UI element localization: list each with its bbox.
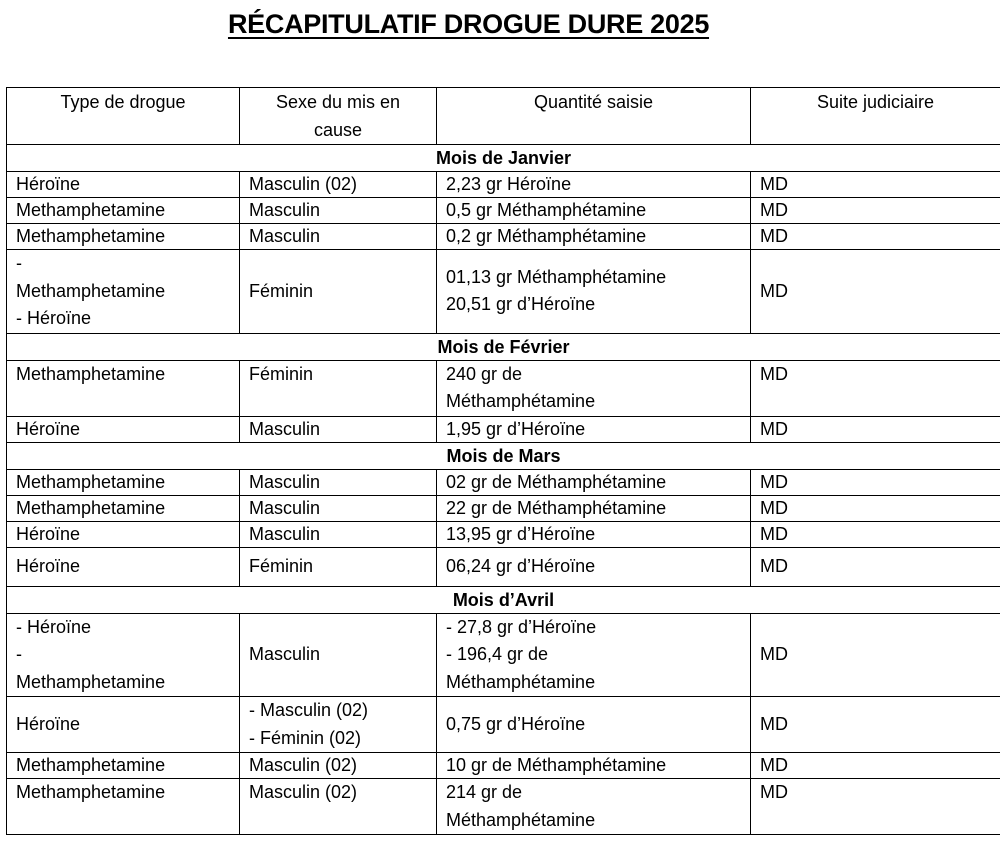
cell-quantite-line: 01,13 gr Méthamphétamine bbox=[446, 266, 667, 287]
header-type: Type de drogue bbox=[7, 88, 240, 145]
cell-sexe-line: Masculin (02) bbox=[249, 174, 358, 194]
month-row-fevrier bbox=[7, 333, 1000, 360]
cell-suite: MD bbox=[751, 779, 1000, 835]
cell-type bbox=[7, 224, 240, 250]
cell-sexe bbox=[240, 613, 437, 697]
cell-type bbox=[7, 469, 240, 495]
cell-type bbox=[7, 198, 240, 224]
cell-quantite-line: 13,95 gr d’Héroïne bbox=[446, 523, 596, 544]
cell-quantite bbox=[437, 613, 751, 697]
cell-type bbox=[7, 172, 240, 198]
cell-sexe bbox=[240, 697, 437, 753]
table-row bbox=[7, 613, 1000, 697]
cell-type-line: - Héroïne bbox=[16, 616, 92, 637]
table-row bbox=[7, 360, 1000, 416]
cell-quantite-line: 06,24 gr d’Héroïne bbox=[446, 556, 596, 576]
cell-quantite-line: 02 gr de Méthamphétamine bbox=[446, 471, 667, 492]
cell-quantite bbox=[437, 360, 751, 416]
cell-quantite-line: 2,23 gr Héroïne bbox=[446, 174, 572, 194]
cell-sexe bbox=[240, 416, 437, 442]
cell-quantite-line: - 196,4 gr de bbox=[446, 644, 549, 664]
header-sexe-line: Sexe du mis en bbox=[275, 92, 401, 112]
cell-type-line: - Héroïne bbox=[16, 308, 92, 328]
cell-quantite-line: 240 gr de bbox=[446, 363, 523, 384]
table-row bbox=[7, 779, 1000, 835]
cell-suite: MD bbox=[751, 172, 1000, 198]
month-row-mars bbox=[7, 442, 1000, 469]
cell-type-line: Methamphetamine bbox=[16, 671, 166, 692]
cell-sexe bbox=[240, 753, 437, 779]
cell-quantite-line: 1,95 gr d’Héroïne bbox=[446, 418, 586, 439]
cell-type bbox=[7, 495, 240, 521]
cell-sexe-line: Féminin bbox=[249, 280, 314, 301]
cell-type-line: Methamphetamine bbox=[16, 755, 166, 775]
month-label: Mois d’Avril bbox=[7, 586, 1000, 613]
cell-type-line: Methamphetamine bbox=[16, 280, 166, 301]
cell-sexe bbox=[240, 360, 437, 416]
cell-type-line: Héroïne bbox=[16, 523, 81, 544]
cell-type bbox=[7, 613, 240, 697]
cell-type bbox=[7, 521, 240, 547]
cell-type-line: Methamphetamine bbox=[16, 782, 166, 802]
cell-sexe-line: - Masculin (02) bbox=[249, 700, 369, 720]
month-label: Mois de Mars bbox=[7, 442, 1000, 469]
cell-suite: MD bbox=[751, 547, 1000, 586]
table-row bbox=[7, 224, 1000, 250]
header-quantite: Quantité saisie bbox=[437, 88, 751, 145]
cell-sexe-line: Masculin bbox=[249, 471, 321, 492]
cell-sexe-line: Masculin bbox=[249, 497, 321, 518]
cell-sexe bbox=[240, 779, 437, 835]
cell-quantite bbox=[437, 753, 751, 779]
cell-quantite-line: 20,51 gr d’Héroïne bbox=[446, 294, 596, 315]
cell-suite: MD bbox=[751, 198, 1000, 224]
cell-suite: MD bbox=[751, 360, 1000, 416]
table-row bbox=[7, 697, 1000, 753]
cell-quantite bbox=[437, 250, 751, 334]
cell-sexe bbox=[240, 495, 437, 521]
header-sexe bbox=[240, 88, 437, 145]
cell-type bbox=[7, 779, 240, 835]
cell-suite: MD bbox=[751, 224, 1000, 250]
cell-type-line: Methamphetamine bbox=[16, 200, 166, 220]
cell-sexe-line: Masculin bbox=[249, 226, 321, 246]
cell-quantite-line: 214 gr de bbox=[446, 782, 523, 802]
cell-sexe-line: - Féminin (02) bbox=[249, 727, 362, 748]
cell-quantite-line: 10 gr de Méthamphétamine bbox=[446, 755, 667, 775]
cell-type bbox=[7, 753, 240, 779]
cell-type-line: Methamphetamine bbox=[16, 363, 166, 384]
table-row bbox=[7, 198, 1000, 224]
cell-quantite-line: Méthamphétamine bbox=[446, 671, 596, 692]
cell-sexe-line: Masculin (02) bbox=[249, 782, 358, 802]
table-row bbox=[7, 469, 1000, 495]
cell-suite: MD bbox=[751, 521, 1000, 547]
cell-quantite bbox=[437, 495, 751, 521]
cell-sexe bbox=[240, 469, 437, 495]
cell-quantite bbox=[437, 779, 751, 835]
cell-type bbox=[7, 547, 240, 586]
table-row bbox=[7, 521, 1000, 547]
cell-type bbox=[7, 697, 240, 753]
cell-type-line: Methamphetamine bbox=[16, 471, 166, 492]
cell-sexe-line: Féminin bbox=[249, 363, 314, 384]
cell-quantite bbox=[437, 198, 751, 224]
cell-suite: MD bbox=[751, 469, 1000, 495]
table-row bbox=[7, 495, 1000, 521]
cell-sexe-line: Masculin bbox=[249, 200, 321, 220]
cell-sexe bbox=[240, 250, 437, 334]
cell-type bbox=[7, 416, 240, 442]
cell-sexe-line: Masculin bbox=[249, 523, 321, 544]
cell-sexe bbox=[240, 172, 437, 198]
cell-suite: MD bbox=[751, 753, 1000, 779]
cell-suite: MD bbox=[751, 495, 1000, 521]
cell-quantite-line: Méthamphétamine bbox=[446, 391, 596, 411]
cell-quantite bbox=[437, 469, 751, 495]
cell-suite: MD bbox=[751, 250, 1000, 334]
cell-sexe-line: Masculin (02) bbox=[249, 755, 358, 775]
table-header-row bbox=[7, 88, 1000, 145]
cell-quantite bbox=[437, 172, 751, 198]
cell-type-line: - bbox=[16, 644, 22, 664]
cell-type-line: Héroïne bbox=[16, 174, 81, 194]
cell-quantite bbox=[437, 416, 751, 442]
cell-sexe bbox=[240, 547, 437, 586]
cell-type-line: Héroïne bbox=[16, 418, 81, 439]
cell-quantite-line: 0,5 gr Méthamphétamine bbox=[446, 200, 647, 220]
cell-suite: MD bbox=[751, 416, 1000, 442]
header-sexe-line: cause bbox=[313, 119, 363, 140]
cell-sexe bbox=[240, 521, 437, 547]
cell-quantite-line: Méthamphétamine bbox=[446, 809, 596, 830]
month-row-janvier bbox=[7, 145, 1000, 172]
cell-quantite bbox=[437, 697, 751, 753]
table-row bbox=[7, 753, 1000, 779]
cell-quantite-line: - 27,8 gr d’Héroïne bbox=[446, 616, 597, 637]
cell-quantite bbox=[437, 547, 751, 586]
cell-quantite bbox=[437, 224, 751, 250]
cell-type-line: Héroïne bbox=[16, 713, 81, 734]
table-row bbox=[7, 547, 1000, 586]
cell-type bbox=[7, 250, 240, 334]
table-row bbox=[7, 416, 1000, 442]
page-title: RÉCAPITULATIF DROGUE DURE 2025 bbox=[227, 9, 710, 39]
cell-quantite-line: 22 gr de Méthamphétamine bbox=[446, 497, 667, 518]
cell-type bbox=[7, 360, 240, 416]
month-row-avril bbox=[7, 586, 1000, 613]
cell-sexe bbox=[240, 224, 437, 250]
month-label: Mois de Février bbox=[7, 333, 1000, 360]
cell-sexe-line: Masculin bbox=[249, 418, 321, 439]
cell-type-line: - bbox=[16, 253, 22, 273]
table-row bbox=[7, 172, 1000, 198]
cell-type-line: Methamphetamine bbox=[16, 226, 166, 246]
table-row bbox=[7, 250, 1000, 334]
cell-quantite bbox=[437, 521, 751, 547]
month-label: Mois de Janvier bbox=[7, 145, 1000, 172]
header-suite: Suite judiciaire bbox=[751, 88, 1000, 145]
drug-seizure-table bbox=[6, 87, 1000, 835]
cell-type-line: Héroïne bbox=[16, 556, 81, 576]
cell-suite: MD bbox=[751, 697, 1000, 753]
cell-sexe-line: Féminin bbox=[249, 556, 314, 576]
cell-quantite-line: 0,75 gr d’Héroïne bbox=[446, 713, 586, 734]
cell-suite: MD bbox=[751, 613, 1000, 697]
cell-sexe-line: Masculin bbox=[249, 644, 321, 664]
cell-type-line: Methamphetamine bbox=[16, 497, 166, 518]
cell-sexe bbox=[240, 198, 437, 224]
cell-quantite-line: 0,2 gr Méthamphétamine bbox=[446, 226, 647, 246]
